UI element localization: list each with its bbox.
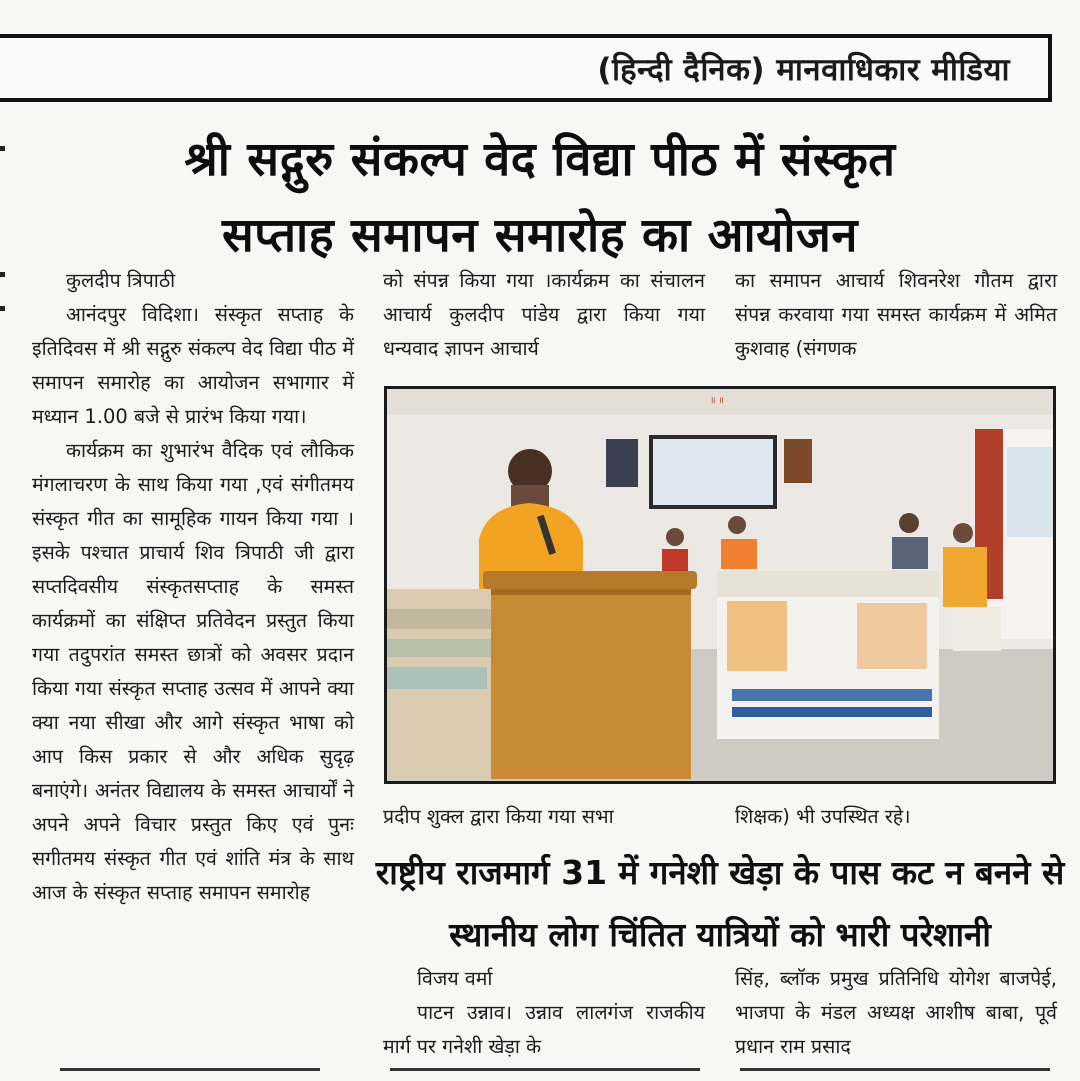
article1-headline-line2: सप्ताह समापन समारोह का आयोजन — [221, 208, 859, 263]
event-photo-illustration — [387, 389, 1053, 781]
article1-left-column — [32, 264, 354, 910]
article2-byline: विजय वर्मा — [417, 967, 493, 990]
cropped-text-edge — [0, 1068, 1080, 1081]
article1-mid-column-top: को संपन्न किया गया ।कार्यक्रम का संचालन आचार्य कुलदीप पांडेय द्वारा किया गया धन्यवाद ज्ञापन आचार्य — [383, 269, 705, 360]
article2-headline-line2: स्थानीय लोग चिंतित यात्रियों को भारी परेशानी — [449, 915, 991, 954]
svg-text:॥ ॥: ॥ ॥ — [710, 396, 724, 406]
column-edge-mark — [0, 306, 5, 311]
article1-paragraph: आनंदपुर विदिशा। संस्कृत सप्ताह के इतिदिवस में श्री सद्गुरु संकल्प वेद विद्या पीठ में समापन समारोह का आयोजन सभागार में मध्यान 1.00 बजे से प्रारंभ किया गया। — [32, 303, 354, 428]
article1-right-column-continued: शिक्षक) भी उपस्थित रहे। — [735, 805, 911, 828]
column-edge-mark — [0, 272, 5, 277]
article1-right-column-top: का समापन आचार्य शिवनरेश गौतम द्वारा संपन्न करवाया गया समस्त कार्यक्रम में अमित कुशवाह (संगणक — [735, 269, 1057, 360]
event-photo — [384, 386, 1056, 784]
article2-paragraph: पाटन उन्नाव। उन्नाव लालगंज राजकीय मार्ग पर गनेशी खेड़ा के — [383, 1001, 705, 1058]
article2-right-column: सिंह, ब्लॉक प्रमुख प्रतिनिधि योगेश बाजपेई, भाजपा के मंडल अध्यक्ष आशीष बाबा, पूर्व प्रधान राम प्रसाद — [735, 967, 1057, 1058]
newspaper-name: (हिन्दी दैनिक) मानवाधिकार मीडिया — [597, 52, 1010, 88]
article1-paragraph: कार्यक्रम का शुभारंभ वैदिक एवं लौकिक मंगलाचरण के साथ किया गया ,एवं संगीतमय संस्कृत गीत का सामूहिक गायन किया गया ।इसके पश्चात प्राचार्य शिव त्रिपाठी जी द्वारा सप्तदिवसीय संस्कृतसप्ताह के समस्त कार्यक्रमों का संक्षिप्त प्रतिवेदन प्रस्तुत किया गया तदुपरांत समस्त छात्रों को अवसर प्रदान किया गया संस्कृत सप्ताह उत्सव में आपने क्या क्या नया सीखा और आगे संस्कृत भाषा को आप किस प्रकार से और अधिक सुदृढ़ बनाएंगे। अनंतर विद्यालय के समस्त आचार्यों ने अपने अपने विचार प्रस्तुत किए एवं पुनः सगीतमय संस्कृत गीत एवं शांति मंत्र के साथ आज के संस्कृत सप्ताह समापन समारोह — [32, 439, 354, 904]
newspaper-masthead — [0, 34, 1052, 102]
article1-mid-column-continued: प्रदीप शुक्ल द्वारा किया गया सभा — [383, 805, 614, 828]
article1-headline-line1: श्री सद्गुरु संकल्प वेद विद्या पीठ में संस्कृत — [184, 132, 896, 187]
article2-mid-column — [383, 962, 705, 1064]
article2-headline-line1: राष्ट्रीय राजमार्ग 31 में गनेशी खेड़ा के पास कट न बनने से — [375, 853, 1065, 892]
article1-byline: कुलदीप त्रिपाठी — [66, 269, 176, 292]
